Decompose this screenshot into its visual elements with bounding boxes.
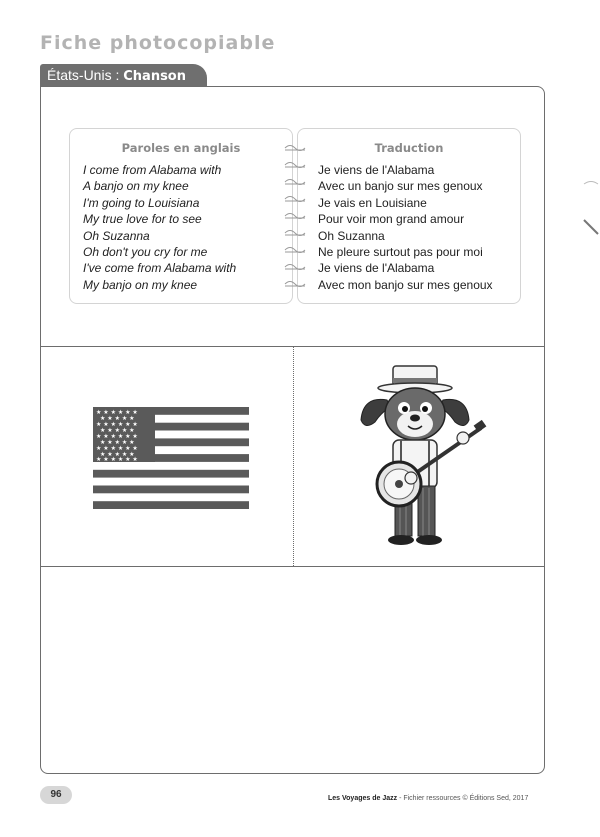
translation-line: Je vais en Louisiane (318, 195, 427, 210)
book-title: Les Voyages de Jazz (328, 795, 398, 802)
translation-line: Pour voir mon grand amour (318, 212, 465, 227)
translation-line: Avec mon banjo sur mes genoux (318, 277, 493, 292)
svg-text:★ ★ ★ ★ ★ ★: ★ ★ ★ ★ ★ ★ (96, 445, 138, 452)
lyric-line: Oh Suzanna (83, 228, 150, 243)
lyric-line: A banjo on my knee (83, 179, 189, 194)
lyric-line: I come from Alabama with (83, 163, 222, 177)
binding-rings-icon (284, 140, 306, 300)
svg-text:★ ★ ★ ★ ★ ★: ★ ★ ★ ★ ★ ★ (96, 409, 138, 416)
lyric-line: Oh don't you cry for me (83, 245, 208, 260)
translation-line: Ne pleure surtout pas pour moi (318, 245, 483, 260)
banjo-dog-illustration (355, 364, 495, 549)
svg-text:★ ★ ★ ★ ★: ★ ★ ★ ★ ★ (100, 439, 135, 446)
lyrics-panel-french (297, 128, 521, 304)
english-header: Paroles en anglais (121, 141, 241, 155)
lyrics-panel-english (69, 128, 293, 304)
lyric-line: I've come from Alabama with (83, 261, 237, 276)
lyric-line: My banjo on my knee (83, 277, 198, 292)
notebook-binding (284, 140, 306, 300)
translation-header: Traduction (374, 141, 444, 155)
svg-text:★ ★ ★ ★ ★: ★ ★ ★ ★ ★ (100, 415, 135, 422)
translation-line: Je viens de l'Alabama (318, 163, 435, 177)
section-tab (40, 64, 207, 86)
divider-bottom (41, 566, 545, 567)
section-country: États-Unis : (47, 67, 120, 83)
svg-text:★ ★ ★ ★ ★: ★ ★ ★ ★ ★ (100, 451, 135, 458)
svg-text:★ ★ ★ ★ ★ ★: ★ ★ ★ ★ ★ ★ (96, 433, 138, 440)
lyric-line: I'm going to Louisiana (83, 195, 200, 210)
translation-line: Oh Suzanna (318, 228, 385, 243)
page-title: Fiche photocopiable (40, 32, 276, 54)
section-topic: Chanson (123, 69, 186, 84)
french-lyrics (318, 162, 493, 293)
svg-text:★ ★ ★ ★ ★: ★ ★ ★ ★ ★ (100, 427, 135, 434)
svg-text:★ ★ ★ ★ ★ ★: ★ ★ ★ ★ ★ ★ (96, 421, 138, 428)
lyric-line: My true love for to see (83, 212, 202, 227)
translation-line: Avec un banjo sur mes genoux (318, 179, 483, 194)
svg-text:★ ★ ★ ★ ★ ★: ★ ★ ★ ★ ★ ★ (96, 456, 138, 463)
credit-text: - Fichier ressources © Éditions Sed, 2017 (397, 795, 529, 802)
us-flag-icon (93, 407, 249, 509)
divider-vertical (293, 346, 294, 566)
margin-cut-mark-icon (582, 176, 600, 236)
english-lyrics (83, 162, 236, 293)
footer-credit (328, 795, 528, 802)
page-number: 96 (40, 786, 72, 804)
translation-line: Je viens de l'Alabama (318, 261, 435, 276)
